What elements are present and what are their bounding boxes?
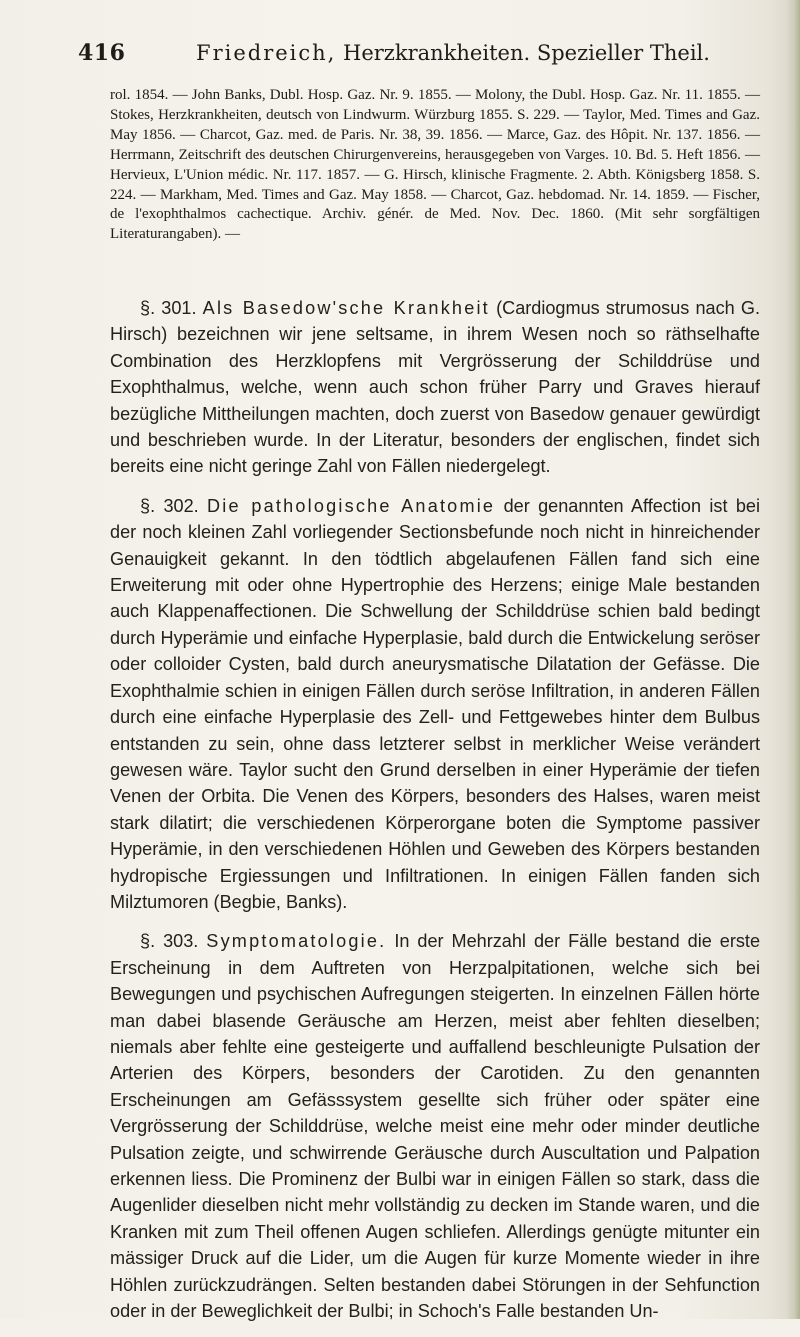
section-text: (Cardiogmus strumosus nach G. Hirsch) bezeichnen wir jene seltsame, in ihrem Wesen noch so räthselhafte Combination des Herzklopfens mit Vergrösserung der Schilddrüse und Exophthalmus, welche, wenn auch schon früher Parry und Graves hierauf bezügliche Mittheilungen machten, doch zuerst von Basedow genauer gewürdigt und beschrieben wurde. In der Literatur, besonders der englischen, findet sich bereits eine nicht geringe Zahl von Fällen niedergelegt.	[110, 298, 761, 477]
section-heading: Als Basedow'sche Krankheit	[202, 298, 490, 318]
running-header	[78, 40, 768, 74]
literature-references: rol. 1854. — John Banks, Dubl. Hosp. Gaz. Nr. 9. 1855. — Molony, the Dubl. Hosp. Gaz. Nr. 11. 1855. — Stokes, Herzkrankheiten, deutsch von Lindwurm. Würzburg 1855. S. 229. — Taylor, Med. Times and Gaz. May 1856. — Charcot, Gaz. med. de Paris. Nr. 38, 39. 1856. — Marce, Gaz. des Hôpit. Nr. 137. 1856. — Herrmann, Zeitschrift des deutschen Chirurgenvereins, herausgegeben von Varges. 10. Bd. 5. Heft 1856. — Hervieux, L'Union médic. Nr. 117. 1857. — G. Hirsch, klinische Fragmente. 2. Abth. Königsberg 1858. S. 224. — Markham, Med. Times and Gaz. May 1858. — Charcot, Gaz. hebdomad. Nr. 14. 1859. — Fischer, de l'exophthalmos cachectique. Archiv. génér. de Med. Nov. Dec. 1860. (Mit sehr sorgfältigen Literaturangaben). —	[110, 87, 760, 243]
section-heading: Die pathologische Anatomie	[207, 495, 496, 516]
main-text	[110, 295, 760, 1337]
running-title	[196, 41, 710, 65]
section-303	[110, 928, 760, 1324]
page-edge	[786, 0, 800, 1319]
section-number: §. 302.	[140, 495, 199, 516]
section-301	[110, 295, 760, 480]
section-text: der genannten Affection ist bei der noch kleinen Zahl vorliegender Sectionsbefunde noch nicht in hinreichender Genauigkeit gekannt. In den tödtlich abgelaufenen Fällen fand sich eine Erweiterung mit oder ohne Hypertrophie des Herzens; einige Male bestanden auch Klappenaffectionen. Die Schwellung der Schilddrüse schien bald bedingt durch Hyperämie und einfache Hyperplasie, bald durch die Entwickelung seröser oder colloider Cysten, bald durch aneurysmatische Dilatation der Gefässe. Die Exophthalmie schien in einigen Fällen durch seröse Infiltration, in anderen Fällen durch eine einfache Hyperplasie des Zell- und Fettgewebes hinter dem Bulbus entstanden zu sein, ohne dass letzterer selbst in merklicher Weise verändert gewesen wäre. Taylor sucht den Grund derselben in einer Hyperämie der tiefen Venen der Orbita. Die Venen des Körpers, besonders des Halses, waren meist stark dilatirt; die verschiedenen Körperorgane boten die Symptome passiver Hyperämie, in den verschiedenen Höhlen und Geweben des Körpers bestanden hydropische Ergiessungen und Infiltrationen. In einigen Fällen fanden sich Milztumoren (Begbie, Banks).	[110, 495, 760, 912]
section-text: In der Mehrzahl der Fälle bestand die erste Erscheinung in dem Auftreten von Herzpalpitationen, welche sich bei Bewegungen und psychischen Aufregungen steigerten. In einzelnen Fällen hörte man dabei blasende Geräusche am Herzen, meist aber fehlten dieselben; niemals aber fehlte eine gesteigerte und auffallend beschleunigte Pulsation der Arterien des Körpers, besonders der Carotiden. Zu den genannten Erscheinungen am Gefässsystem gesellte sich früher oder später eine Vergrösserung der Schilddrüse, welche meist eine mehr oder minder deutliche Pulsation zeigte, und schwirrende Geräusche durch Auscultation und Palpation erkennen liess. Die Prominenz der Bulbi war in einigen Fällen so stark, dass die Augenlider dieselben nicht mehr vollständig zu decken im Stande waren, und die Kranken mit zum Theil offenen Augen schliefen. Allerdings genügte mitunter ein mässiger Druck auf die Lider, um die Augen für kurze Momente wieder in ihre Höhlen zurückzudrängen. Selten bestanden dabei Störungen in der Sehfunction oder in der Beweglichkeit der Bulbi; in Schoch's Falle bestanden Un-	[110, 931, 761, 1322]
section-heading: Symptomatologie.	[206, 931, 387, 952]
page-number: 416	[78, 40, 126, 66]
running-author: Friedreich,	[196, 41, 337, 65]
section-number: §. 303.	[140, 931, 199, 952]
section-302	[110, 493, 760, 916]
section-number: §. 301.	[140, 298, 197, 318]
running-subject: Herzkrankheiten. Spezieller Theil.	[343, 41, 710, 65]
